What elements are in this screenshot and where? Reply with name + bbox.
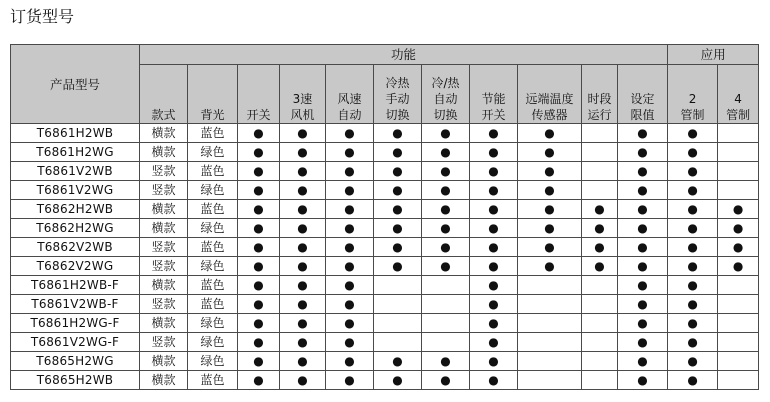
dot-mark-cell: ● [374, 371, 422, 390]
column-header-line: 管制 [680, 108, 705, 122]
dot-mark-cell: ● [326, 276, 374, 295]
dot-mark-cell: ● [280, 314, 326, 333]
empty-cell [718, 143, 759, 162]
column-header-line: 3速 [292, 92, 313, 106]
dot-mark-cell: ● [326, 257, 374, 276]
style-cell: 横款 [140, 143, 188, 162]
dot-mark-cell: ● [422, 352, 470, 371]
empty-cell [518, 314, 582, 333]
style-cell: 横款 [140, 219, 188, 238]
style-cell: 横款 [140, 124, 188, 143]
backlight-cell: 蓝色 [188, 162, 238, 181]
backlight-cell: 蓝色 [188, 276, 238, 295]
dot-mark-cell: ● [518, 162, 582, 181]
empty-cell [582, 314, 618, 333]
dot-mark-cell: ● [518, 200, 582, 219]
dot-mark-cell: ● [668, 371, 718, 390]
backlight-cell: 绿色 [188, 314, 238, 333]
backlight-cell: 绿色 [188, 333, 238, 352]
dot-mark-cell: ● [618, 352, 668, 371]
style-cell: 竖款 [140, 257, 188, 276]
column-header-line: 运行 [587, 108, 612, 122]
column-header-line: 自动 [337, 108, 362, 122]
column-header [238, 65, 280, 124]
dot-mark-cell: ● [518, 124, 582, 143]
dot-mark-cell: ● [422, 371, 470, 390]
column-header-line: 管制 [726, 108, 751, 122]
dot-mark-cell: ● [618, 333, 668, 352]
column-header [280, 65, 326, 124]
dot-mark-cell: ● [238, 181, 280, 200]
dot-mark-cell: ● [618, 200, 668, 219]
column-header-line: 背光 [200, 108, 225, 122]
empty-cell [582, 333, 618, 352]
dot-mark-cell: ● [238, 238, 280, 257]
dot-mark-cell: ● [238, 143, 280, 162]
backlight-cell: 绿色 [188, 219, 238, 238]
dot-mark-cell: ● [280, 333, 326, 352]
column-header [422, 65, 470, 124]
empty-cell [582, 124, 618, 143]
column-header-line: 2 [688, 92, 697, 106]
model-cell: T6861V2WG-F [11, 333, 140, 352]
column-header-line: 时段 [587, 92, 612, 106]
dot-mark-cell: ● [618, 371, 668, 390]
model-cell: T6861V2WG [11, 181, 140, 200]
dot-mark-cell: ● [326, 162, 374, 181]
column-header-line: 切换 [385, 108, 410, 122]
dot-mark-cell: ● [470, 276, 518, 295]
column-header-line: 冷热 [385, 76, 410, 90]
dot-mark-cell: ● [668, 181, 718, 200]
dot-mark-cell: ● [470, 181, 518, 200]
dot-mark-cell: ● [518, 219, 582, 238]
dot-mark-cell: ● [326, 143, 374, 162]
dot-mark-cell: ● [280, 352, 326, 371]
empty-cell [422, 276, 470, 295]
empty-cell [374, 295, 422, 314]
column-header-line: 风机 [290, 108, 315, 122]
table-row [11, 200, 759, 219]
empty-cell [718, 124, 759, 143]
style-cell: 横款 [140, 371, 188, 390]
empty-cell [582, 143, 618, 162]
backlight-cell: 蓝色 [188, 200, 238, 219]
dot-mark-cell: ● [374, 219, 422, 238]
dot-mark-cell: ● [374, 162, 422, 181]
backlight-cell: 蓝色 [188, 238, 238, 257]
dot-mark-cell: ● [280, 219, 326, 238]
model-cell: T6861V2WB-F [11, 295, 140, 314]
style-cell: 竖款 [140, 181, 188, 200]
dot-mark-cell: ● [280, 143, 326, 162]
column-header-line: 限值 [630, 108, 655, 122]
dot-mark-cell: ● [374, 200, 422, 219]
style-cell: 竖款 [140, 295, 188, 314]
dot-mark-cell: ● [238, 314, 280, 333]
dot-mark-cell: ● [618, 314, 668, 333]
backlight-cell: 绿色 [188, 257, 238, 276]
dot-mark-cell: ● [668, 200, 718, 219]
column-header-line: 开关 [481, 108, 506, 122]
column-header-line: 风速 [337, 92, 362, 106]
model-cell: T6865H2WB [11, 371, 140, 390]
dot-mark-cell: ● [668, 257, 718, 276]
dot-mark-cell: ● [238, 352, 280, 371]
dot-mark-cell: ● [470, 257, 518, 276]
dot-mark-cell: ● [518, 181, 582, 200]
dot-mark-cell: ● [618, 162, 668, 181]
empty-cell [374, 333, 422, 352]
dot-mark-cell: ● [668, 333, 718, 352]
dot-mark-cell: ● [582, 200, 618, 219]
dot-mark-cell: ● [326, 181, 374, 200]
empty-cell [518, 333, 582, 352]
dot-mark-cell: ● [280, 257, 326, 276]
dot-mark-cell: ● [238, 276, 280, 295]
backlight-cell: 蓝色 [188, 124, 238, 143]
dot-mark-cell: ● [238, 371, 280, 390]
backlight-cell: 绿色 [188, 352, 238, 371]
dot-mark-cell: ● [618, 276, 668, 295]
column-header [718, 65, 759, 124]
dot-mark-cell: ● [326, 219, 374, 238]
dot-mark-cell: ● [470, 162, 518, 181]
dot-mark-cell: ● [422, 143, 470, 162]
function-group-header: 功能 [140, 45, 668, 65]
dot-mark-cell: ● [668, 219, 718, 238]
empty-cell [374, 314, 422, 333]
dot-mark-cell: ● [374, 352, 422, 371]
column-header-line: 设定 [630, 92, 655, 106]
dot-mark-cell: ● [668, 276, 718, 295]
dot-mark-cell: ● [718, 200, 759, 219]
dot-mark-cell: ● [668, 314, 718, 333]
empty-cell [582, 295, 618, 314]
dot-mark-cell: ● [374, 124, 422, 143]
dot-mark-cell: ● [582, 238, 618, 257]
dot-mark-cell: ● [470, 143, 518, 162]
column-header-line: 冷/热 [431, 76, 460, 90]
dot-mark-cell: ● [668, 238, 718, 257]
empty-cell [518, 276, 582, 295]
dot-mark-cell: ● [280, 200, 326, 219]
dot-mark-cell: ● [718, 238, 759, 257]
dot-mark-cell: ● [238, 257, 280, 276]
table-row [11, 219, 759, 238]
empty-cell [582, 371, 618, 390]
dot-mark-cell: ● [718, 257, 759, 276]
backlight-cell: 蓝色 [188, 371, 238, 390]
dot-mark-cell: ● [280, 124, 326, 143]
column-header-line: 手动 [385, 92, 410, 106]
table-row [11, 333, 759, 352]
empty-cell [518, 295, 582, 314]
dot-mark-cell: ● [326, 333, 374, 352]
column-header-line: 开关 [246, 108, 271, 122]
model-cell: T6861H2WB-F [11, 276, 140, 295]
column-header [668, 65, 718, 124]
style-cell: 竖款 [140, 333, 188, 352]
column-header [188, 65, 238, 124]
table-row [11, 257, 759, 276]
empty-cell [718, 333, 759, 352]
column-header [618, 65, 668, 124]
order-model-table [10, 44, 759, 390]
empty-cell [718, 162, 759, 181]
column-header [470, 65, 518, 124]
dot-mark-cell: ● [668, 162, 718, 181]
empty-cell [582, 181, 618, 200]
model-cell: T6862H2WG [11, 219, 140, 238]
dot-mark-cell: ● [470, 352, 518, 371]
empty-cell [718, 352, 759, 371]
dot-mark-cell: ● [238, 124, 280, 143]
dot-mark-cell: ● [238, 295, 280, 314]
dot-mark-cell: ● [326, 295, 374, 314]
dot-mark-cell: ● [470, 219, 518, 238]
empty-cell [518, 352, 582, 371]
dot-mark-cell: ● [238, 200, 280, 219]
dot-mark-cell: ● [668, 295, 718, 314]
dot-mark-cell: ● [374, 257, 422, 276]
dot-mark-cell: ● [470, 124, 518, 143]
table-row [11, 314, 759, 333]
table-row [11, 352, 759, 371]
column-header-line: 切换 [433, 108, 458, 122]
dot-mark-cell: ● [238, 219, 280, 238]
dot-mark-cell: ● [374, 143, 422, 162]
dot-mark-cell: ● [326, 314, 374, 333]
dot-mark-cell: ● [618, 143, 668, 162]
table-row [11, 181, 759, 200]
empty-cell [582, 276, 618, 295]
dot-mark-cell: ● [326, 371, 374, 390]
model-cell: T6861H2WG-F [11, 314, 140, 333]
empty-cell [718, 181, 759, 200]
column-header-line: 节能 [481, 92, 506, 106]
dot-mark-cell: ● [374, 181, 422, 200]
model-cell: T6862H2WB [11, 200, 140, 219]
column-header [374, 65, 422, 124]
column-header-line: 款式 [151, 108, 176, 122]
column-header [582, 65, 618, 124]
dot-mark-cell: ● [582, 219, 618, 238]
dot-mark-cell: ● [238, 162, 280, 181]
table-row [11, 295, 759, 314]
style-cell: 横款 [140, 276, 188, 295]
empty-cell [582, 162, 618, 181]
backlight-cell: 绿色 [188, 143, 238, 162]
dot-mark-cell: ● [280, 162, 326, 181]
model-cell: T6861V2WB [11, 162, 140, 181]
model-column-header: 产品型号 [11, 45, 140, 124]
dot-mark-cell: ● [422, 200, 470, 219]
dot-mark-cell: ● [374, 238, 422, 257]
dot-mark-cell: ● [422, 124, 470, 143]
dot-mark-cell: ● [326, 124, 374, 143]
dot-mark-cell: ● [618, 181, 668, 200]
column-header-line: 传感器 [531, 108, 568, 122]
dot-mark-cell: ● [280, 238, 326, 257]
dot-mark-cell: ● [718, 219, 759, 238]
dot-mark-cell: ● [618, 295, 668, 314]
dot-mark-cell: ● [280, 371, 326, 390]
empty-cell [422, 333, 470, 352]
dot-mark-cell: ● [326, 352, 374, 371]
dot-mark-cell: ● [668, 124, 718, 143]
style-cell: 横款 [140, 200, 188, 219]
column-header [140, 65, 188, 124]
style-cell: 竖款 [140, 238, 188, 257]
style-cell: 横款 [140, 314, 188, 333]
dot-mark-cell: ● [518, 257, 582, 276]
dot-mark-cell: ● [422, 219, 470, 238]
dot-mark-cell: ● [618, 219, 668, 238]
dot-mark-cell: ● [470, 333, 518, 352]
dot-mark-cell: ● [422, 238, 470, 257]
dot-mark-cell: ● [280, 181, 326, 200]
dot-mark-cell: ● [470, 238, 518, 257]
model-cell: T6861H2WG [11, 143, 140, 162]
dot-mark-cell: ● [238, 333, 280, 352]
column-header-line: 4 [734, 92, 742, 106]
table-row [11, 124, 759, 143]
table-row [11, 143, 759, 162]
dot-mark-cell: ● [518, 143, 582, 162]
dot-mark-cell: ● [582, 257, 618, 276]
application-group-header: 应用 [668, 45, 759, 65]
empty-cell [374, 276, 422, 295]
style-cell: 竖款 [140, 162, 188, 181]
dot-mark-cell: ● [422, 257, 470, 276]
model-cell: T6861H2WB [11, 124, 140, 143]
empty-cell [422, 295, 470, 314]
backlight-cell: 绿色 [188, 181, 238, 200]
dot-mark-cell: ● [422, 162, 470, 181]
table-row [11, 238, 759, 257]
table-row [11, 276, 759, 295]
page-title: 订货型号 [10, 7, 75, 26]
empty-cell [518, 371, 582, 390]
dot-mark-cell: ● [668, 352, 718, 371]
empty-cell [718, 371, 759, 390]
column-header-line: 远端温度 [525, 92, 574, 106]
dot-mark-cell: ● [422, 181, 470, 200]
dot-mark-cell: ● [470, 314, 518, 333]
column-header [326, 65, 374, 124]
table-row [11, 371, 759, 390]
empty-cell [718, 314, 759, 333]
dot-mark-cell: ● [618, 257, 668, 276]
dot-mark-cell: ● [518, 238, 582, 257]
backlight-cell: 蓝色 [188, 295, 238, 314]
model-cell: T6865H2WG [11, 352, 140, 371]
dot-mark-cell: ● [470, 295, 518, 314]
column-header [518, 65, 582, 124]
dot-mark-cell: ● [280, 276, 326, 295]
column-header-line: 自动 [433, 92, 458, 106]
model-cell: T6862V2WG [11, 257, 140, 276]
dot-mark-cell: ● [326, 200, 374, 219]
dot-mark-cell: ● [470, 371, 518, 390]
empty-cell [582, 352, 618, 371]
style-cell: 横款 [140, 352, 188, 371]
empty-cell [422, 314, 470, 333]
empty-cell [718, 295, 759, 314]
dot-mark-cell: ● [470, 200, 518, 219]
empty-cell [718, 276, 759, 295]
dot-mark-cell: ● [668, 143, 718, 162]
table-row [11, 162, 759, 181]
dot-mark-cell: ● [618, 124, 668, 143]
dot-mark-cell: ● [326, 238, 374, 257]
model-cell: T6862V2WB [11, 238, 140, 257]
dot-mark-cell: ● [280, 295, 326, 314]
dot-mark-cell: ● [618, 238, 668, 257]
